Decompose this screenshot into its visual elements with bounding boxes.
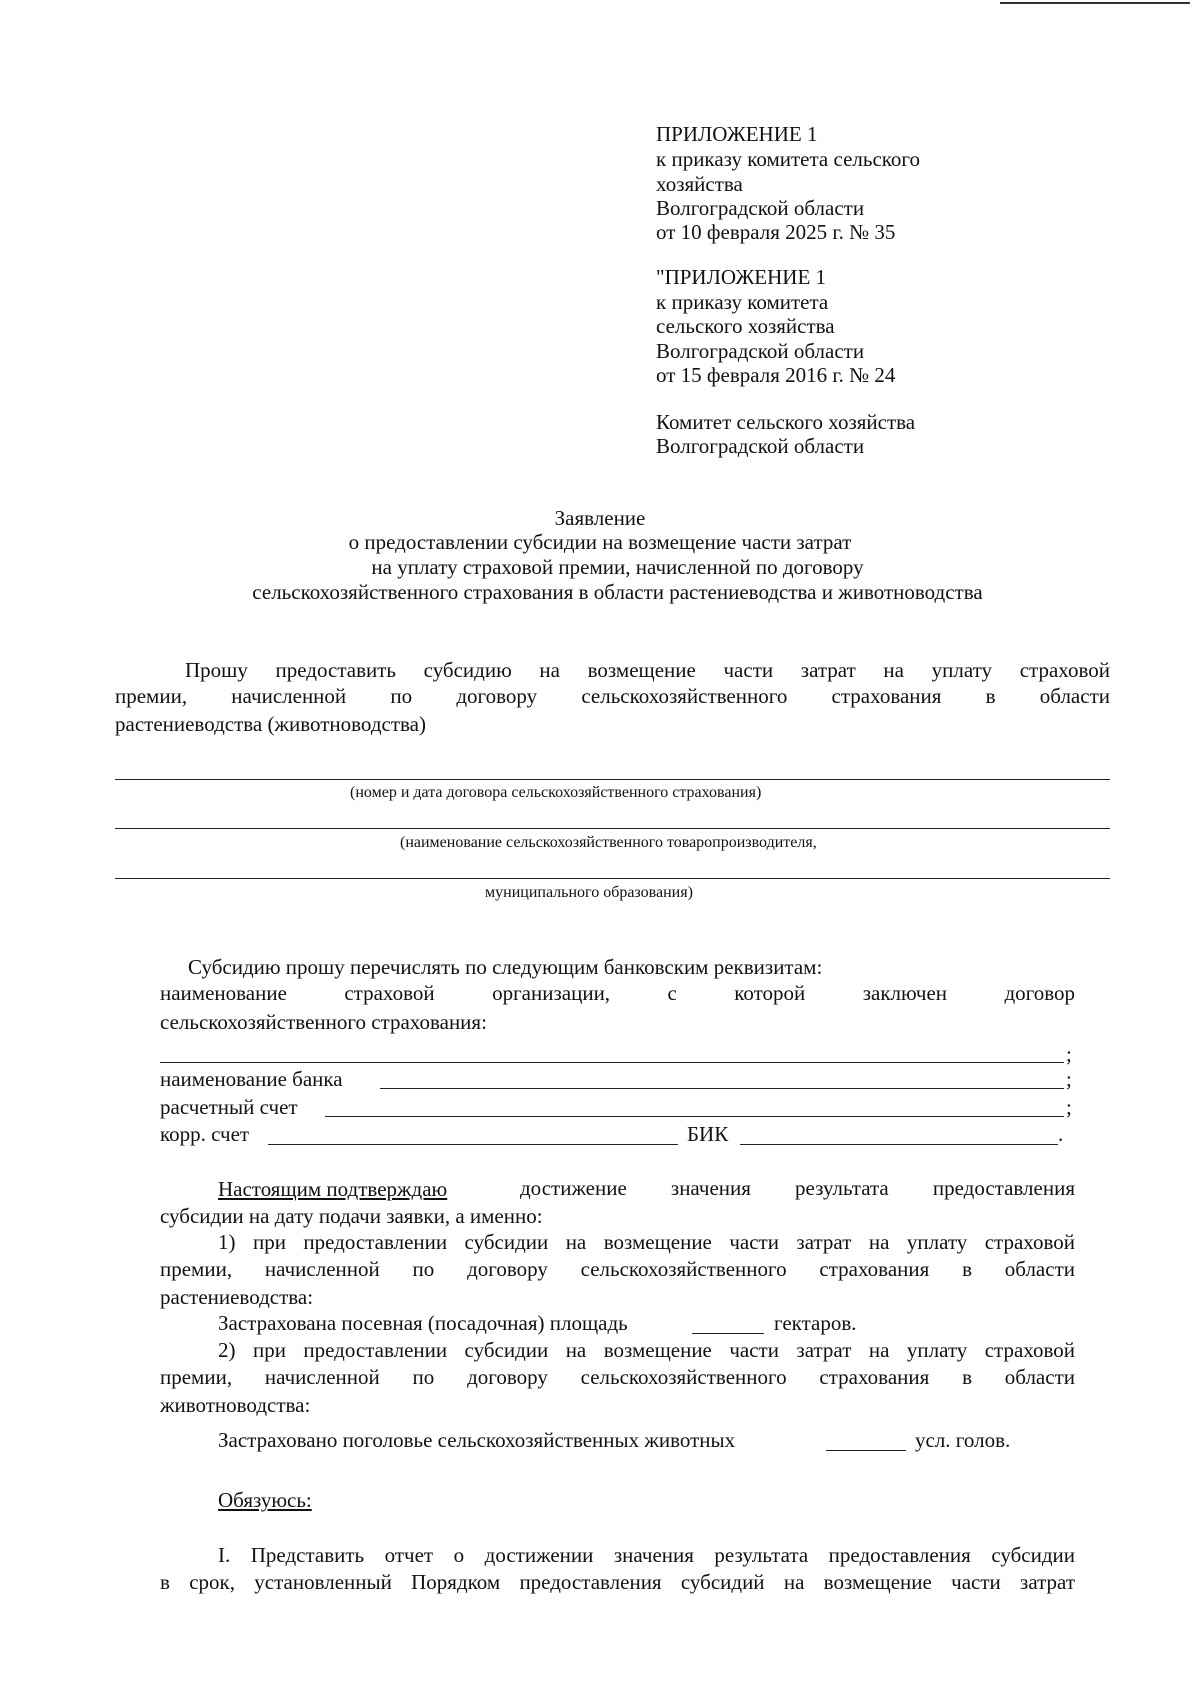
document-subtitle: на уплату страховой премии, начисленной по договору (371, 555, 864, 579)
bank-name-field-line (380, 1088, 1064, 1089)
document-subtitle: о предоставлении субсидии на возмещение части затрат (348, 530, 852, 554)
semicolon: ; (1066, 1067, 1072, 1091)
appendix-line: сельского хозяйства (656, 314, 835, 338)
bik-field-line (740, 1144, 1058, 1145)
area-label: Застрахована посевная (посадочная) площадь (218, 1311, 628, 1335)
obligations-title: Обязуюсь: (218, 1488, 312, 1512)
bik-label: БИК (687, 1122, 729, 1146)
corr-account-field-line (268, 1144, 678, 1145)
bank-intro: Субсидию прошу перечислять по следующим банковским реквизитам: (188, 955, 823, 979)
municipality-caption: муниципального образования) (485, 884, 693, 901)
insurer-field-line (160, 1062, 1064, 1063)
appendix-line: Волгоградской области (656, 339, 865, 363)
appendix-line: к приказу комитета (656, 290, 829, 314)
obligation-line: в срок, установленный Порядком предоставления субсидий на возмещение части затрат (160, 1570, 1075, 1594)
appendix-line: хозяйства (656, 172, 743, 196)
item1-line: премии, начисленной по договору сельскохозяйственного страхования в области (160, 1257, 1075, 1281)
appendix-line: от 15 февраля 2016 г. № 24 (656, 363, 896, 387)
appendix-line: от 10 февраля 2025 г. № 35 (656, 220, 896, 244)
item2-line: животноводства: (160, 1393, 311, 1417)
area-unit: гектаров. (774, 1311, 857, 1335)
item2-line: премии, начисленной по договору сельскохозяйственного страхования в области (160, 1365, 1075, 1389)
contract-field-line (115, 779, 1110, 780)
contract-caption: (номер и дата договора сельскохозяйственного страхования) (350, 784, 762, 801)
addressee-line: Волгоградской области (656, 434, 865, 458)
request-line: премии, начисленной по договору сельскохозяйственного страхования в области (115, 684, 1110, 708)
item1-line: 1) при предоставлении субсидии на возмещение части затрат на уплату страховой (218, 1230, 1075, 1254)
scan-edge-mark (1000, 2, 1190, 4)
herd-field-line (826, 1450, 906, 1451)
municipality-field-line (115, 878, 1110, 879)
document-subtitle: сельскохозяйственного страхования в области растениеводства и животноводства (252, 580, 983, 604)
semicolon: ; (1066, 1042, 1072, 1066)
appendix-line: к приказу комитета сельского (656, 147, 921, 171)
confirm-line: достижение значения результата предоставления (520, 1176, 1075, 1200)
account-label: расчетный счет (160, 1095, 298, 1119)
insurer-label: наименование страховой организации, с которой заключен договор (160, 981, 1075, 1005)
appendix-line: Волгоградской области (656, 196, 865, 220)
confirm-line: субсидии на дату подачи заявки, а именно: (160, 1204, 543, 1228)
appendix-title: "ПРИЛОЖЕНИЕ 1 (656, 265, 827, 289)
corr-account-label: корр. счет (160, 1122, 250, 1146)
appendix-title: ПРИЛОЖЕНИЕ 1 (656, 122, 818, 146)
producer-field-line (115, 828, 1110, 829)
item2-line: 2) при предоставлении субсидии на возмещение части затрат на уплату страховой (218, 1338, 1075, 1362)
insurer-label: сельскохозяйственного страхования: (160, 1010, 487, 1034)
area-field-line (692, 1333, 764, 1334)
herd-unit: усл. голов. (915, 1428, 1011, 1452)
bank-name-label: наименование банка (160, 1067, 343, 1091)
herd-label: Застраховано поголовье сельскохозяйственных животных (218, 1428, 736, 1452)
confirm-lead: Настоящим подтверждаю (218, 1177, 448, 1201)
semicolon: ; (1066, 1095, 1072, 1119)
account-field-line (325, 1116, 1064, 1117)
document-title: Заявление (554, 506, 646, 530)
item1-line: растениеводства: (160, 1285, 314, 1309)
addressee-line: Комитет сельского хозяйства (656, 410, 916, 434)
producer-caption: (наименование сельскохозяйственного товаропроизводителя, (400, 834, 817, 851)
request-line: растениеводства (животноводства) (115, 712, 426, 736)
request-line: Прошу предоставить субсидию на возмещение части затрат на уплату страховой (185, 658, 1110, 682)
obligation-line: I. Представить отчет о достижении значения результата предоставления субсидии (218, 1543, 1075, 1567)
period: . (1058, 1122, 1064, 1146)
